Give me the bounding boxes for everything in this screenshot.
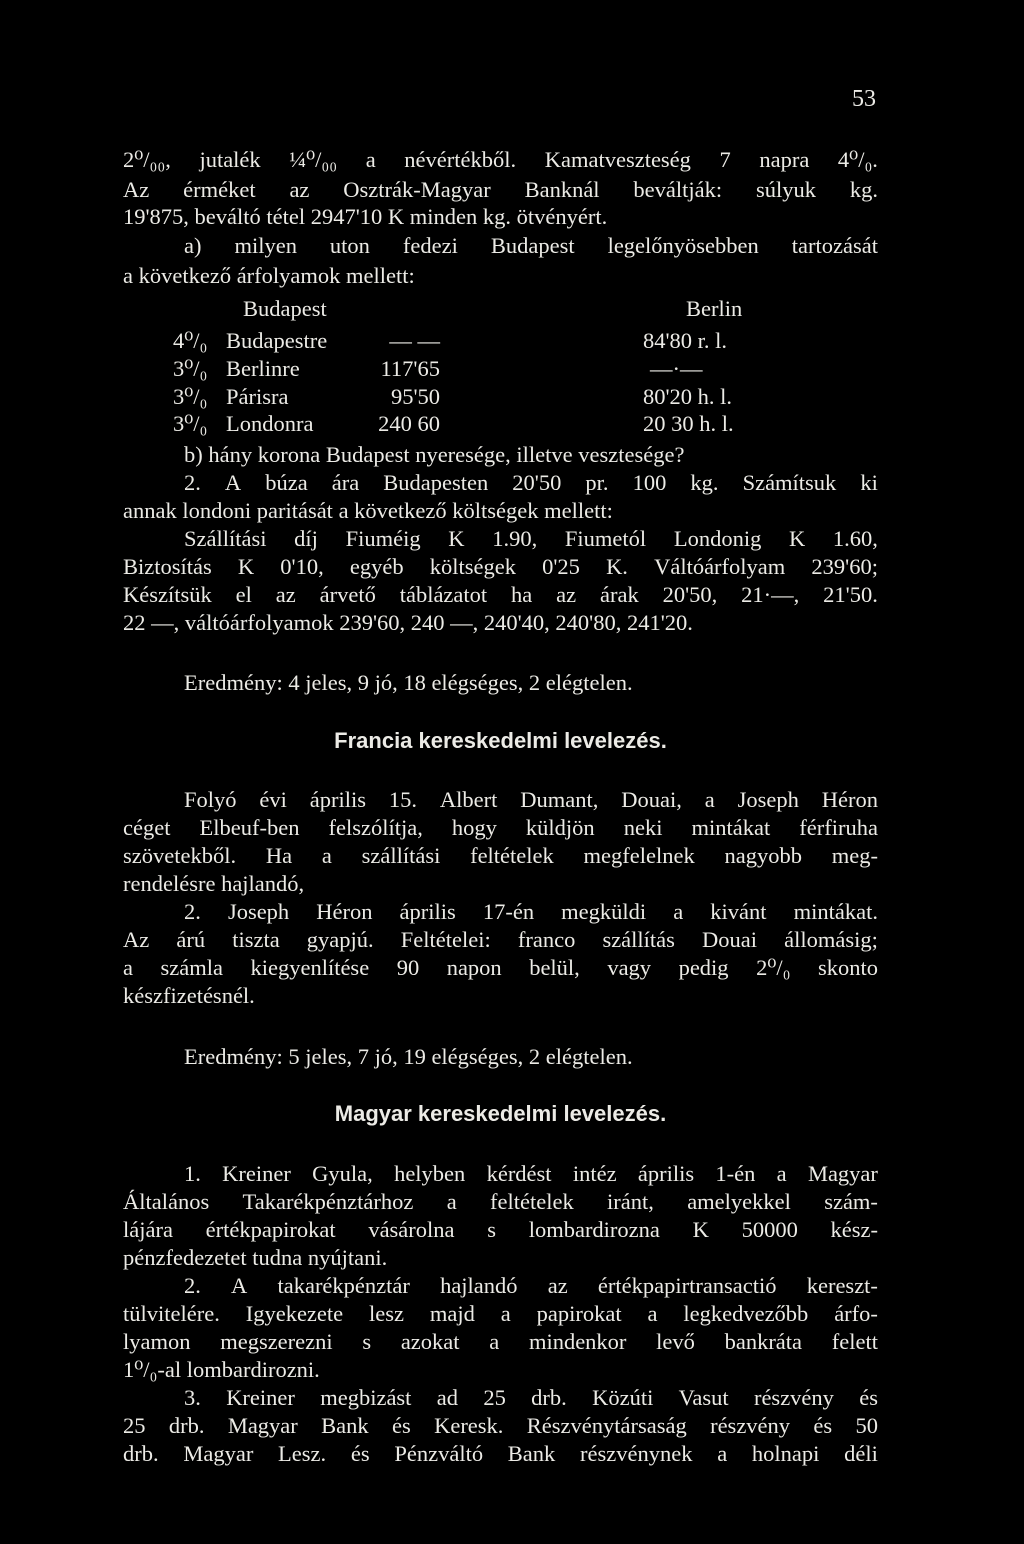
- french-line: készfizetésnél.: [123, 983, 255, 1008]
- rate-city: Londonra: [226, 411, 314, 436]
- section-heading-hungarian: Magyar kereskedelmi levelezés.: [334, 1101, 667, 1126]
- problem-line: Készítsük el az árvető táblázatot ha az árak 20'50, 21·—, 21'50.: [123, 582, 878, 607]
- rate-budapest: 95'50: [390, 384, 440, 409]
- problem-line: b) hány korona Budapest nyeresége, illetve vesztesége?: [184, 442, 685, 467]
- french-line: Az árú tiszta gyapjú. Feltételei: franco szállítás Douai állomásig;: [123, 927, 878, 952]
- rate-city: Párisra: [226, 384, 289, 409]
- result-line: Eredmény: 5 jeles, 7 jó, 19 elégséges, 2 elégtelen.: [184, 1044, 633, 1069]
- problem-line: annak londoni paritását a következő költségek mellett:: [123, 498, 613, 523]
- hungarian-line: lyamon megszerezni s azokat a mindenkor levő bankráta felett: [123, 1329, 878, 1354]
- rate-budapest: — —: [389, 328, 440, 353]
- hungarian-line: drb. Magyar Lesz. és Pénzváltó Bank részvénynek a holnapi déli: [123, 1441, 878, 1466]
- problem-line: Biztosítás K 0'10, egyéb költségek 0'25 K. Váltóárfolyam 239'60;: [123, 554, 878, 579]
- rate-percent: 3⁰/₀: [173, 384, 208, 409]
- rate-berlin: 84'80 r. l.: [643, 328, 728, 353]
- french-line: céget Elbeuf-ben felszólítja, hogy küldjön neki mintákat férfiruha: [123, 815, 878, 840]
- hungarian-line: 3. Kreiner megbizást ad 25 drb. Közúti Vasut részvény és: [184, 1385, 878, 1410]
- intro-line: 2⁰/₀₀, jutalék ¼⁰/₀₀ a névértékből. Kamatveszteség 7 napra 4⁰/₀.: [123, 147, 878, 172]
- hungarian-line: 1. Kreiner Gyula, helyben kérdést intéz április 1-én a Magyar: [184, 1161, 878, 1186]
- problem-line: 22 —, váltóárfolyamok 239'60, 240 —, 240'40, 240'80, 241'20.: [123, 610, 693, 635]
- intro-line: Az érméket az Osztrák-Magyar Banknál beváltják: súlyuk kg.: [123, 177, 878, 202]
- hungarian-line: 2. A takarékpénztár hajlandó az értékpapirtransactió kereszt-: [184, 1273, 878, 1298]
- hungarian-line: 1⁰/₀-al lombardirozni.: [123, 1357, 320, 1382]
- rate-budapest: 240 60: [378, 411, 440, 436]
- hungarian-line: lájára értékpapirokat vásárolna s lombardirozna K 50000 kész-: [123, 1217, 878, 1242]
- problem-line: 2. A búza ára Budapesten 20'50 pr. 100 kg. Számítsuk ki: [184, 470, 878, 495]
- hungarian-line: Általános Takarékpénztárhoz a feltételek iránt, amelyekkel szám-: [123, 1189, 878, 1214]
- rate-budapest: 117'65: [380, 356, 440, 381]
- french-line: rendelésre hajlandó,: [123, 871, 305, 896]
- rate-city: Berlinre: [226, 356, 300, 381]
- intro-line: a) milyen uton fedezi Budapest legelőnyösebben tartozását: [184, 233, 878, 258]
- hungarian-line: pénzfedezetet tudna nyújtani.: [123, 1245, 388, 1270]
- page-number: 53: [852, 86, 876, 112]
- french-line: Folyó évi április 15. Albert Dumant, Douai, a Joseph Héron: [184, 787, 878, 812]
- hungarian-line: 25 drb. Magyar Bank és Keresk. Részvénytársaság részvény és 50: [123, 1413, 878, 1438]
- rate-city: Budapestre: [226, 328, 328, 353]
- rate-berlin: 80'20 h. l.: [643, 384, 733, 409]
- rate-percent: 4⁰/₀: [173, 328, 208, 353]
- french-line: a számla kiegyenlítése 90 napon belül, vagy pedig 2⁰/₀ skonto: [123, 955, 878, 980]
- rate-percent: 3⁰/₀: [173, 356, 208, 381]
- section-heading-french: Francia kereskedelmi levelezés.: [334, 728, 667, 753]
- problem-line: Szállítási díj Fiuméig K 1.90, Fiumetól Londonig K 1.60,: [184, 526, 878, 551]
- intro-line: a következő árfolyamok mellett:: [123, 263, 415, 288]
- rate-berlin: 20 30 h. l.: [643, 411, 734, 436]
- hungarian-line: tülvitelére. Igyekezete lesz majd a papirokat a legkedvezőbb árfo-: [123, 1301, 878, 1326]
- french-line: 2. Joseph Héron április 17-én megküldi a kivánt mintákat.: [184, 899, 878, 924]
- table-header-berlin: Berlin: [686, 296, 743, 321]
- intro-line: 19'875, beváltó tétel 2947'10 K minden kg. ötvényért.: [123, 204, 608, 229]
- rate-berlin: —·—: [650, 356, 703, 381]
- rate-percent: 3⁰/₀: [173, 411, 208, 436]
- french-line: szövetekből. Ha a szállítási feltételek megfelelnek nagyobb meg-: [123, 843, 878, 868]
- table-header-budapest: Budapest: [243, 296, 327, 321]
- result-line: Eredmény: 4 jeles, 9 jó, 18 elégséges, 2 elégtelen.: [184, 670, 633, 695]
